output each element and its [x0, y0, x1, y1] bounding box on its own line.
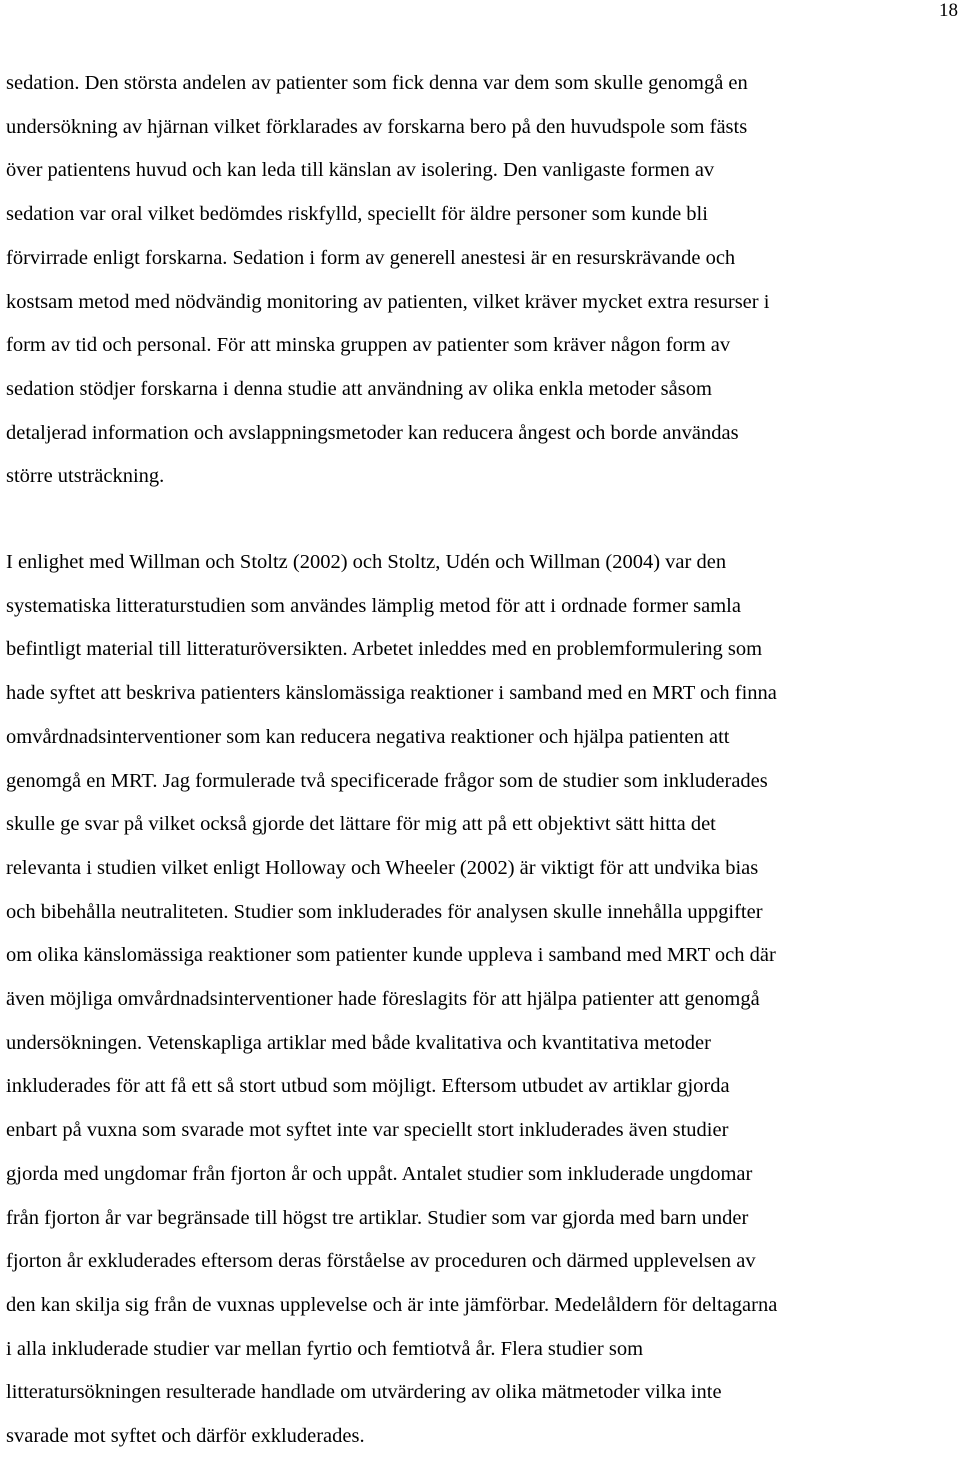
page-number: 18	[939, 0, 958, 21]
paragraph-sedation: sedation. Den största andelen av patienter som fick denna var dem som skulle genomgå en undersökning av hjärnan vilket förklarades av forskarna bero på den huvudspole som fästs över patientens huvud och kan leda till känslan av isolering. Den vanligaste formen av sedation var oral vilket bedömdes riskfylld, speciellt för äldre personer som kunde bli förvirrade enligt forskarna. Sedation i form av generell anestesi är en resurskrävande och kostsam metod med nödvändig monitoring av patienten, vilket kräver mycket extra resurser i form av tid och personal. För att minska gruppen av patienter som kräver någon form av sedation stödjer forskarna i denna studie att användning av olika enkla metoder såsom detaljerad information och avslappningsmetoder kan reducera ångest och borde användas större utsträckning.	[6, 72, 770, 488]
paragraph-method: I enlighet med Willman och Stoltz (2002) och Stoltz, Udén och Willman (2004) var den systematiska litteraturstudien som användes lämplig metod för att i ordnade former samla befintligt material till litteraturöversikten. Arbetet inleddes med en problemformulering som hade syftet att beskriva patienters känslomässiga reaktioner i samband med en MRT och finna omvårdnadsinterventioner som kan reducera negativa reaktioner och hjälpa patienten att genomgå en MRT. Jag formulerade två specificerade frågor som de studier som inkluderades skulle ge svar på vilket också gjorde det lättare för mig att på ett objektivt sätt hitta det relevanta i studien vilket enligt Holloway och Wheeler (2002) är viktigt för att undvika bias och bibehålla neutraliteten. Studier som inkluderades för analysen skulle innehålla uppgifter om olika känslomässiga reaktioner som patienter kunde uppleva i samband med MRT och där även möjliga omvårdnadsinterventioner hade föreslagits för att hjälpa patienter att genomgå undersökningen. Vetenskapliga artiklar med både kvalitativa och kvantitativa metoder inkluderades för att få ett så stort utbud som möjligt. Eftersom utbudet av artiklar gjorda enbart på vuxna som svarade mot syftet inte var speciellt stort inkluderades även studier gjorda med ungdomar från fjorton år och uppåt. Antalet studier som inkluderade ungdomar från fjorton år var begränsade till högst tre artiklar. Studier som var gjorda med barn under fjorton år exkluderades eftersom deras förståelse av proceduren och därmed upplevelsen av den kan skilja sig från de vuxnas upplevelse och är inte jämförbar. Medelåldern för deltagarna i alla inkluderade studier var mellan fyrtio och femtiotvå år. Flera studier som litteratursökningen resulterade handlade om utvärdering av olika mätmetoder vilka inte svarade mot syftet och därför exkluderades.	[6, 551, 778, 1448]
